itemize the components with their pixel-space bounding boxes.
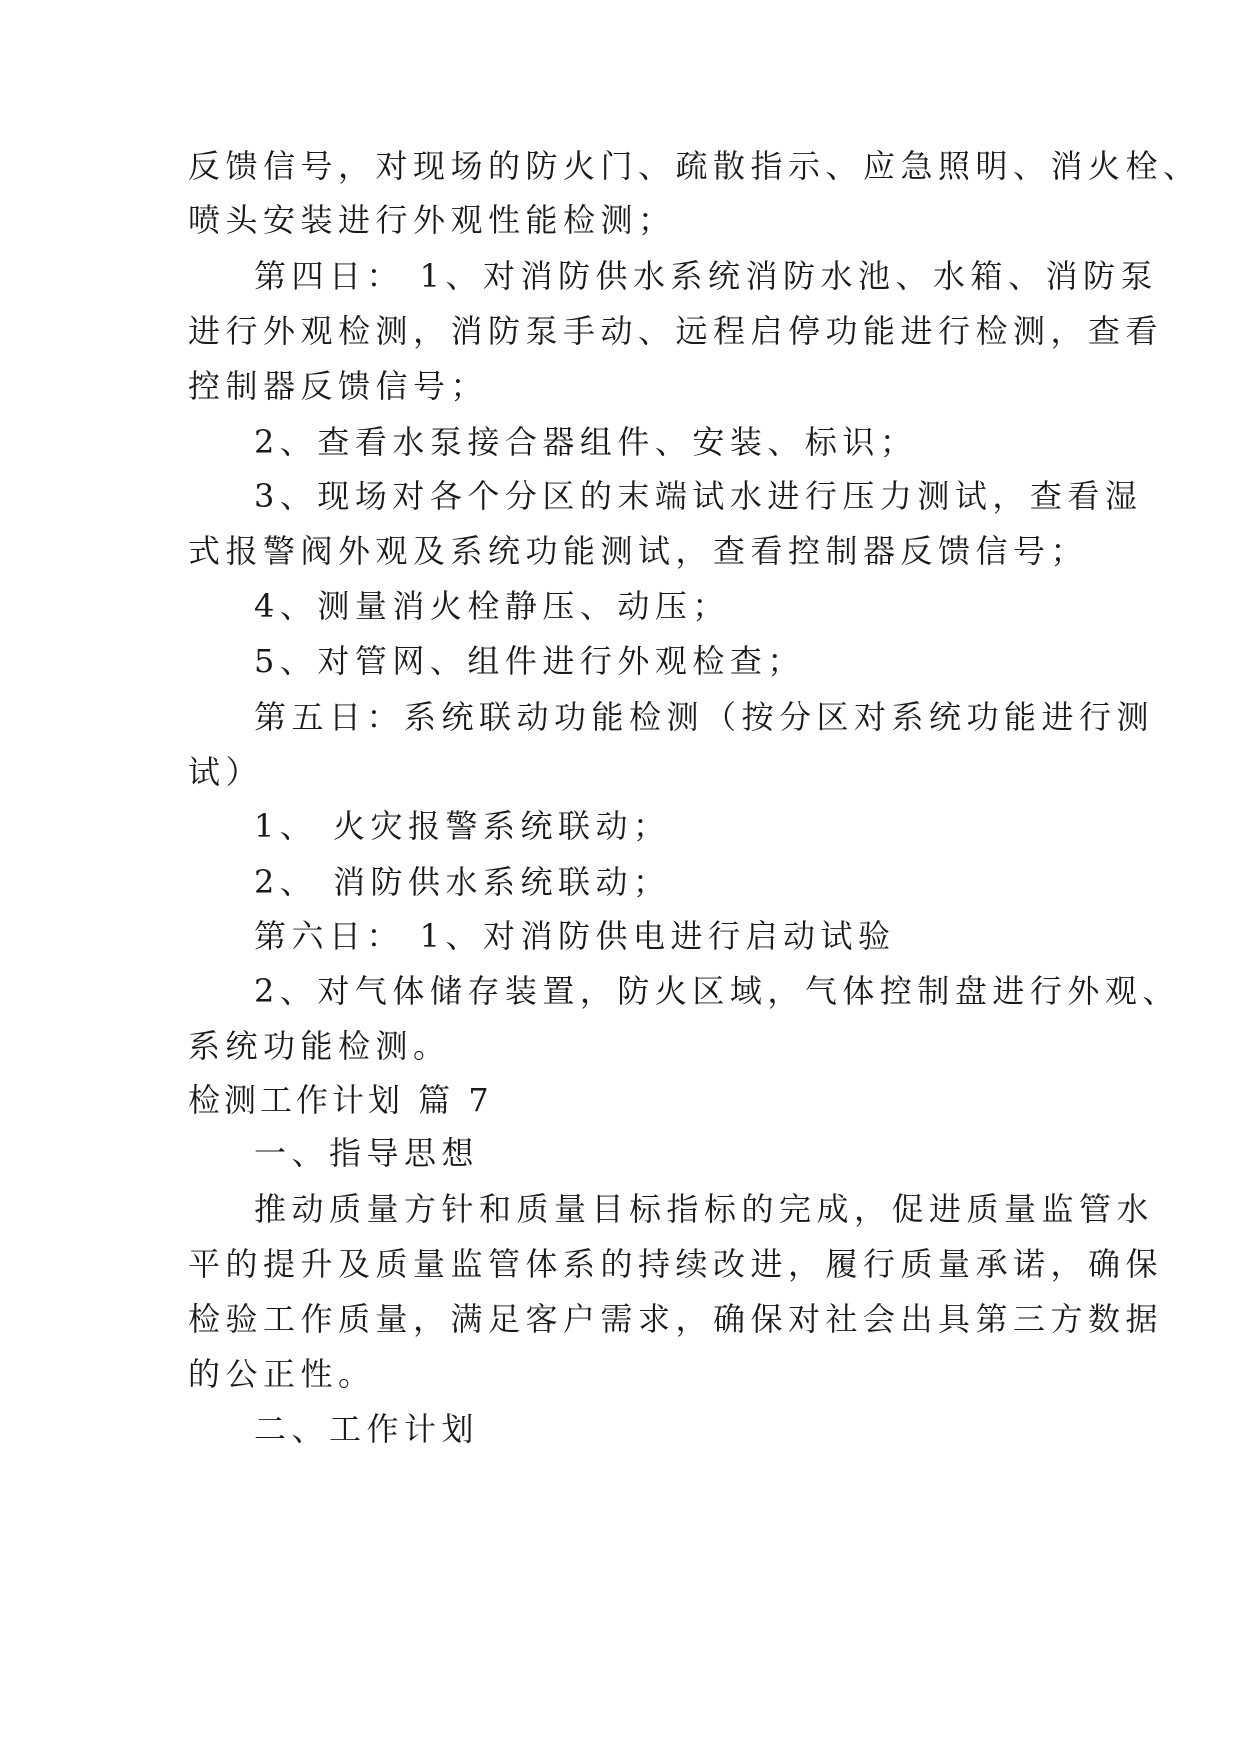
text-line: 平的提升及质量监管体系的持续改进，履行质量承诺，确保 — [188, 1245, 1164, 1283]
list-item: 1、 火灾报警系统联动； — [254, 807, 671, 845]
text-line: 检验工作质量，满足客户需求，确保对社会出具第三方数据 — [188, 1300, 1164, 1338]
text-line: 反馈信号，对现场的防火门、疏散指示、应急照明、消火栓、 — [188, 147, 1201, 185]
list-item: 5、对管网、组件进行外观检查； — [254, 642, 805, 680]
text-line: 的公正性。 — [188, 1355, 376, 1393]
section-heading: 检测工作计划 篇 7 — [188, 1081, 493, 1119]
subsection-heading: 二、工作计划 — [254, 1410, 480, 1448]
subsection-heading: 一、指导思想 — [254, 1134, 480, 1172]
list-item: 2、 消防供水系统联动； — [254, 863, 671, 901]
list-item: 2、查看水泵接合器组件、安装、标识； — [254, 423, 918, 461]
text-line: 控制器反馈信号； — [188, 367, 489, 405]
text-line: 推动质量方针和质量目标指标的完成，促进质量监管水 — [254, 1190, 1155, 1228]
text-line: 进行外观检测，消防泵手动、远程启停功能进行检测，查看 — [188, 312, 1164, 350]
paragraph-day-4: 第四日： 1、对消防供水系统消防水池、水箱、消防泵 — [254, 257, 1159, 295]
text-line: 系统功能检测。 — [188, 1027, 451, 1065]
list-item: 2、对气体储存装置，防火区域，气体控制盘进行外观、 — [254, 972, 1180, 1010]
paragraph-day-6: 第六日： 1、对消防供电进行启动试验 — [254, 917, 896, 955]
text-line: 试） — [188, 753, 264, 791]
text-line: 式报警阀外观及系统功能测试，查看控制器反馈信号； — [188, 532, 1089, 570]
list-item: 4、测量消火栓静压、动压； — [254, 587, 730, 625]
text-line: 喷头安装进行外观性能检测； — [188, 201, 676, 239]
paragraph-day-5: 第五日：系统联动功能检测（按分区对系统功能进行测 — [254, 698, 1155, 736]
list-item: 3、现场对各个分区的末端试水进行压力测试，查看湿 — [254, 477, 1143, 515]
